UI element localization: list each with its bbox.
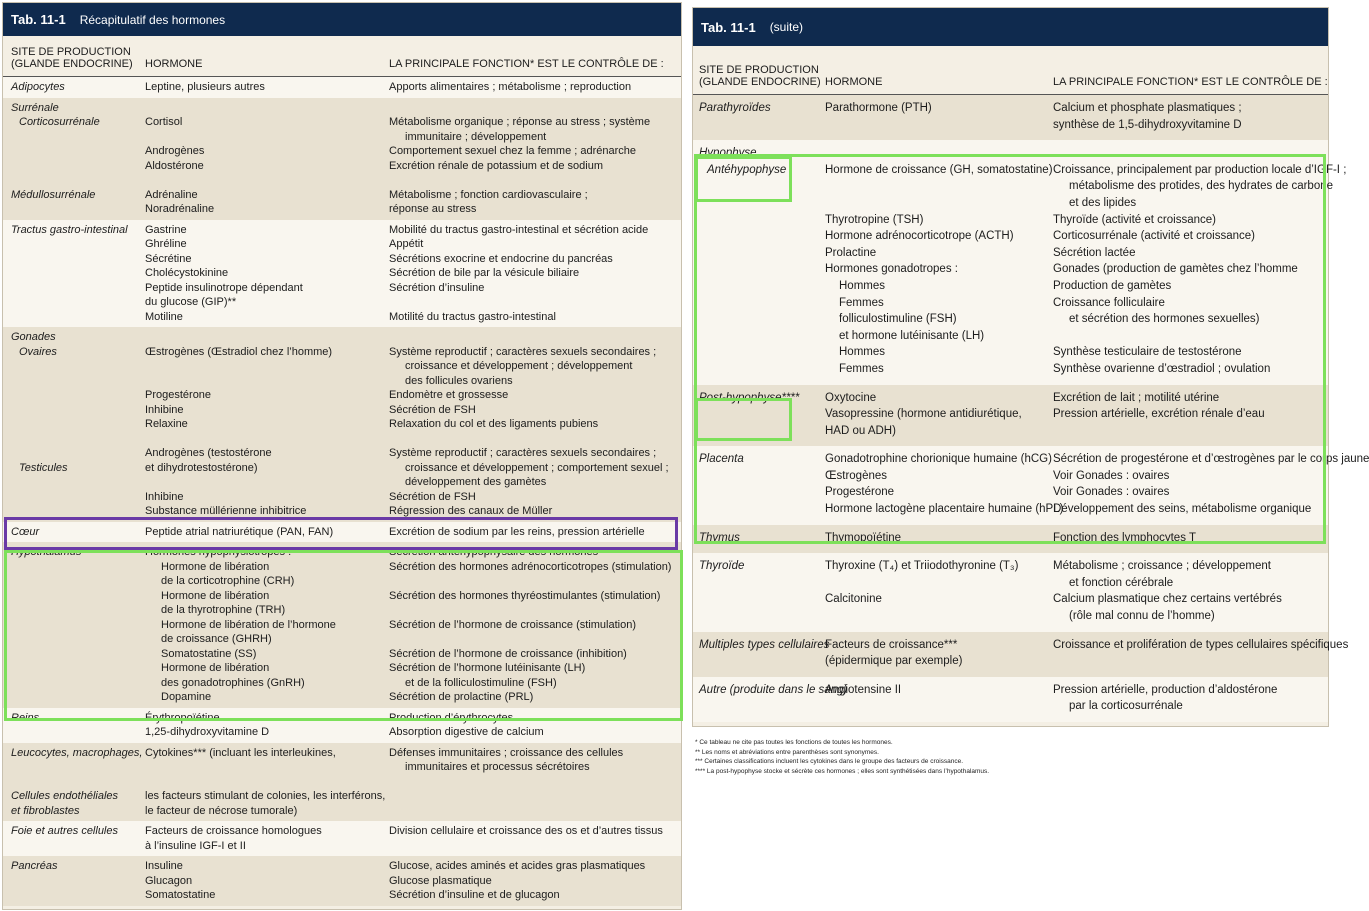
function-cell: Division cellulaire et croissance des os et d’autres tissus (389, 825, 663, 837)
function-cell: synthèse de 1,5-dihydroxyvitamine D (1053, 118, 1242, 131)
footnote: * Ce tableau ne cite pas toutes les fonctions de toutes les hormones. (695, 739, 893, 746)
function-cell: Synthèse testiculaire de testostérone (1053, 346, 1242, 359)
table-row (3, 77, 681, 98)
function-cell: Sécrétion de FSH (389, 490, 476, 503)
function-cell: Développement des seins, métabolisme organique (1053, 503, 1312, 516)
site-label: Foie et autres cellules (11, 825, 118, 837)
table-number: Tab. 11-1 (701, 19, 756, 35)
function-cell: Métabolisme ; fonction cardiovasculaire ; (389, 188, 588, 201)
function-cell: Sécrétion de bile par la vésicule biliaire (389, 267, 580, 279)
hormone-cell: Ghréline (145, 238, 187, 250)
function-cell: croissance et développement ; développement (405, 360, 633, 372)
hormone-cell: Hormone adrénocorticotrope (ACTH) (825, 230, 1014, 243)
hormone-cell: Glucagon (145, 874, 193, 887)
hormone-cell: Sécrétine (145, 252, 192, 265)
hormone-cell: Femmes (839, 296, 884, 309)
function-cell: Calcium et phosphate plasmatiques ; (1053, 102, 1242, 114)
hormone-cell: Progestérone (825, 486, 895, 499)
function-cell: Croissance, principalement par production locale d’IGF-I ; (1053, 163, 1347, 176)
col-function: LA PRINCIPALE FONCTION* EST LE CONTRÔLE DE : (389, 58, 664, 70)
function-cell: métabolisme des protides, des hydrates de carbone (1069, 180, 1334, 193)
site-label: Parathyroïdes (699, 102, 771, 114)
hormone-cell: de la thyrotrophine (TRH) (161, 604, 286, 616)
hormone-cell: Facteurs de croissance*** (825, 638, 958, 651)
function-cell: Système reproductif ; caractères sexuels secondaires ; (389, 345, 657, 358)
col-site: SITE DE PRODUCTION (GLANDE ENDOCRINE) (11, 46, 133, 70)
col-site: SITE DE PRODUCTION (GLANDE ENDOCRINE) (699, 64, 821, 88)
hormone-cell: Hormones hypophysiotropes : (145, 546, 292, 558)
function-cell: Sécrétion des hormones thyréostimulantes (stimulation) (389, 589, 661, 602)
function-cell: Production d’érythrocytes (389, 711, 514, 724)
hormone-cell: Hormone de libération (161, 560, 270, 573)
function-cell: Endomètre et grossesse (389, 389, 509, 401)
hormone-cell: Cytokines*** (incluant les interleukines, (145, 746, 336, 759)
hormone-cell: Motiline (145, 310, 183, 323)
site-label: Gonades Ovaires Testicules (11, 331, 68, 474)
table-row (693, 140, 1347, 384)
table-row (3, 327, 681, 522)
site-label: Tractus gastro-intestinal (11, 223, 128, 236)
function-cell: et des lipides (1069, 196, 1137, 209)
hormone-cell: Thyroxine (T₄) et Triiodothyronine (T₃) (825, 560, 1019, 573)
col-function: LA PRINCIPALE FONCTION* EST LE CONTRÔLE DE : (1053, 76, 1328, 88)
hormone-cell: Cortisol (145, 116, 183, 128)
hormone-cell: Gonadotrophine chorionique humaine (hCG) (825, 453, 1052, 466)
table-row (693, 525, 1328, 554)
function-cell: Sécrétion de l’hormone de croissance (stimulation) (389, 618, 637, 631)
site-label: Pancréas (11, 860, 58, 872)
table-body (693, 95, 1369, 722)
hormone-cell: Dopamine (161, 691, 212, 703)
hormone-cell: Somatostatine (145, 889, 216, 901)
hormone-cell: Angiotensine II (825, 683, 902, 696)
function-cell: Métabolisme ; croissance ; développement (1053, 560, 1271, 573)
hormone-cell: des gonadotrophines (GnRH) (161, 676, 305, 689)
function-cell: Croissance et prolifération de types cellulaires spécifiques (1053, 638, 1349, 651)
function-cell: (rôle mal connu de l’homme) (1069, 610, 1215, 623)
function-cell: Glucose plasmatique (389, 874, 492, 887)
function-cell: et sécrétion des hormones sexuelles) (1069, 313, 1260, 326)
hormone-cell: les facteurs stimulant de colonies, les interférons, (145, 790, 386, 802)
site-label: Cœur (11, 525, 40, 538)
site-label: Placenta (699, 453, 744, 466)
hormone-cell: Insuline (145, 860, 183, 872)
function-cell: Excrétion de sodium par les reins, pression artérielle (389, 525, 645, 538)
hormone-cell: Peptide atrial natriurétique (PAN, FAN) (145, 525, 334, 538)
hormone-cell: du glucose (GIP)** (145, 296, 237, 308)
table-row (3, 220, 681, 328)
hormone-cell: Œstrogènes (Œstradiol chez l’homme) (145, 345, 333, 358)
function-cell: Sécrétion antéhypophysaire des hormones (389, 546, 599, 558)
function-cell: immunitaire ; développement (405, 130, 547, 143)
function-cell: Sécrétion d’insuline et de glucagon (389, 889, 560, 901)
function-cell: Relaxation du col et des ligaments pubiens (389, 418, 599, 430)
hormone-cell: HAD ou ADH) (825, 424, 896, 437)
site-label: Adipocytes (11, 81, 65, 93)
hormone-cell: Thyrotropine (TSH) (825, 213, 924, 226)
col-hormone: HORMONE (145, 58, 203, 70)
function-cell: Système reproductif ; caractères sexuels secondaires ; (389, 447, 657, 459)
table-header-bar (693, 8, 1328, 46)
function-cell: Sécrétion de l’hormone de croissance (inhibition) (389, 647, 627, 660)
function-cell: Sécrétion des hormones adrénocorticotropes (stimulation) (389, 560, 672, 573)
hormone-cell: Androgènes (testostérone (145, 447, 272, 459)
hormone-cell: Facteurs de croissance homologues (145, 825, 322, 837)
hormone-cell: de croissance (GHRH) (161, 633, 272, 645)
column-headers (3, 36, 681, 77)
table-row (693, 553, 1328, 631)
hormone-cell: (épidermique par exemple) (825, 655, 963, 668)
hormone-cell: et hormone lutéinisante (LH) (839, 329, 985, 342)
footnotes (695, 738, 989, 776)
site-label: Multiples types cellulaires (699, 638, 830, 651)
function-cell: Appétit (389, 238, 424, 250)
table-title: (suite) (769, 20, 804, 34)
hormone-cell: Hommes (839, 346, 886, 359)
function-cell: Absorption digestive de calcium (389, 726, 544, 738)
site-label: Thymus (699, 531, 740, 544)
function-cell: Corticosurrénale (activité et croissance) (1053, 230, 1255, 243)
function-cell: Production de gamètes (1053, 279, 1172, 292)
function-cell: Sécrétion de FSH (389, 403, 476, 416)
hormone-cell: 1,25-dihydroxyvitamine D (145, 726, 270, 738)
hormone-cell: Œstrogènes (825, 469, 888, 482)
hormone-cell: Parathormone (PTH) (825, 102, 932, 114)
hormone-cell: et dihydrotestostérone) (145, 461, 258, 474)
table-row (3, 856, 681, 906)
hormone-cell: Inhibine (145, 403, 184, 416)
footnote: ** Les noms et abréviations entre parenthèses sont synonymes. (695, 748, 879, 756)
hormone-cell: Thymopoïétine (825, 531, 902, 544)
hormone-cell: folliculostimuline (FSH) (839, 313, 957, 326)
footnote: *** Certaines classifications incluent les cytokines dans le groupe des facteurs de croissance. (695, 758, 964, 765)
hormone-cell: Gastrine (145, 223, 187, 236)
function-cell: Voir Gonades : ovaires (1053, 486, 1170, 499)
hormone-cell: Hormones gonadotropes : (825, 263, 958, 276)
col-hormone: HORMONE (825, 76, 883, 88)
hormone-cell: Relaxine (145, 418, 188, 430)
table-row (3, 542, 681, 708)
function-cell: Sécrétion lactée (1053, 246, 1136, 259)
hormone-cell: Leptine, plusieurs autres (145, 81, 265, 93)
hormone-cell: Noradrénaline (145, 203, 215, 215)
function-cell: Défenses immunitaires ; croissance des cellules (389, 746, 624, 759)
hormone-cell: Prolactine (825, 246, 877, 259)
table-row (3, 743, 681, 822)
table-row (693, 385, 1328, 447)
site-label: Surrénale Corticosurrénale Médullosurrénale (11, 101, 100, 201)
table-row (693, 632, 1349, 677)
table-row (693, 95, 1328, 140)
table-row (3, 821, 681, 856)
function-cell: Comportement sexuel chez la femme ; adrénarche (389, 145, 637, 157)
function-cell: Apports alimentaires ; métabolisme ; reproduction (389, 81, 632, 93)
function-cell: Croissance folliculaire (1053, 296, 1165, 309)
site-label: Reins (11, 711, 40, 724)
footnote: **** La post-hypophyse stocke et sécrète ces hormones ; elles sont synthétisées dans l’hypothalamus. (695, 767, 990, 775)
site-label: Post-hypophyse**** (699, 391, 800, 404)
function-cell: Sécrétion de progestérone et d’œstrogènes par le corps jaune (1053, 453, 1369, 466)
hormone-cell: Somatostatine (SS) (161, 647, 257, 660)
hormone-cell: Aldostérone (145, 159, 204, 172)
hormone-cell: Hormone de libération (161, 589, 270, 602)
hormone-cell: Inhibine (145, 490, 184, 503)
function-cell: Voir Gonades : ovaires (1053, 469, 1170, 482)
hormone-cell: Hommes (839, 279, 886, 292)
hormone-cell: Calcitonine (825, 593, 882, 606)
table-number: Tab. 11-1 (11, 12, 66, 27)
hormone-cell: le facteur de nécrose tumorale) (145, 804, 298, 817)
site-label: Hypophyse Antéhypophyse (699, 147, 787, 176)
function-cell: Glucose, acides aminés et acides gras plasmatiques (389, 860, 646, 872)
table-right (693, 8, 1369, 726)
table-title: Récapitulatif des hormones (79, 12, 226, 27)
function-cell: Sécrétion de l’hormone lutéinisante (LH) (389, 662, 586, 674)
hormone-cell: Femmes (839, 362, 884, 375)
function-cell: et fonction cérébrale (1069, 576, 1174, 589)
site-label: Leucocytes, macrophages, Cellules endothéliales et fibroblastes (11, 746, 143, 817)
table-row (693, 446, 1369, 524)
hormone-cell: Hormone de libération de l’hormone (161, 618, 336, 631)
function-cell: Métabolisme organique ; réponse au stress ; système (389, 116, 651, 128)
function-cell: Calcium plasmatique chez certains vertébrés (1053, 593, 1282, 606)
function-cell: Excrétion rénale de potassium et de sodium (389, 159, 604, 172)
hormone-cell: Oxytocine (825, 391, 877, 404)
hormone-cell: Progestérone (145, 389, 212, 401)
hormone-cell: Hormone de libération (161, 662, 270, 674)
hormone-cell: Substance müllérienne inhibitrice (145, 505, 307, 517)
function-cell: Motilité du tractus gastro-intestinal (389, 310, 556, 323)
hormone-cell: Adrénaline (145, 188, 198, 201)
table-body (3, 77, 681, 906)
function-cell: Fonction des lymphocytes T (1053, 531, 1196, 544)
function-cell: Pression artérielle, production d’aldostérone (1053, 683, 1278, 696)
function-cell: croissance et développement ; comportement sexuel ; (405, 461, 669, 474)
function-cell: Sécrétion d’insuline (389, 281, 485, 294)
site-label: Autre (produite dans le sang) (699, 683, 848, 696)
hormone-cell: Androgènes (145, 145, 205, 157)
table-row (3, 522, 681, 543)
function-cell: Gonades (production de gamètes chez l’homme (1053, 263, 1298, 276)
function-cell: Thyroïde (activité et croissance) (1053, 213, 1216, 226)
hormone-cell: Érythropoïétine (145, 711, 220, 724)
function-cell: Régression des canaux de Müller (389, 505, 553, 517)
function-cell: Sécrétions exocrine et endocrine du pancréas (389, 252, 613, 265)
function-cell: Excrétion de lait ; motilité utérine (1053, 391, 1220, 404)
function-cell: Synthèse ovarienne d’œstradiol ; ovulation (1053, 362, 1271, 375)
function-cell: développement des gamètes (405, 476, 547, 488)
function-cell: Mobilité du tractus gastro-intestinal et sécrétion acide (389, 223, 649, 236)
hormone-cell: de la corticotrophine (CRH) (161, 575, 295, 587)
function-cell: des follicules ovariens (405, 374, 513, 387)
hormone-cell: Peptide insulinotrope dépendant (145, 281, 303, 294)
table-row (693, 677, 1328, 722)
hormone-cell: Cholécystokinine (145, 267, 229, 279)
column-headers (693, 46, 1328, 95)
table-left (3, 3, 681, 909)
function-cell: réponse au stress (389, 203, 477, 215)
function-cell: immunitaires et processus sécrétoires (405, 761, 590, 773)
table-header-bar (3, 3, 681, 36)
hormone-cell: Vasopressine (hormone antidiurétique, (825, 408, 1022, 421)
site-label: Hypothalamus (11, 546, 82, 558)
hormone-cell: à l’insuline IGF-I et II (145, 839, 246, 852)
table-row (3, 98, 681, 220)
site-label: Thyroïde (699, 560, 745, 573)
function-cell: par la corticosurrénale (1069, 700, 1183, 713)
hormone-cell: Hormone lactogène placentaire humaine (hPL) (825, 503, 1064, 516)
function-cell: Pression artérielle, excrétion rénale d’eau (1053, 408, 1265, 421)
table-row (3, 708, 681, 743)
function-cell: Sécrétion de prolactine (PRL) (389, 691, 534, 703)
hormone-cell: Hormone de croissance (GH, somatostatine) (825, 163, 1053, 176)
function-cell: et de la folliculostimuline (FSH) (405, 676, 557, 689)
